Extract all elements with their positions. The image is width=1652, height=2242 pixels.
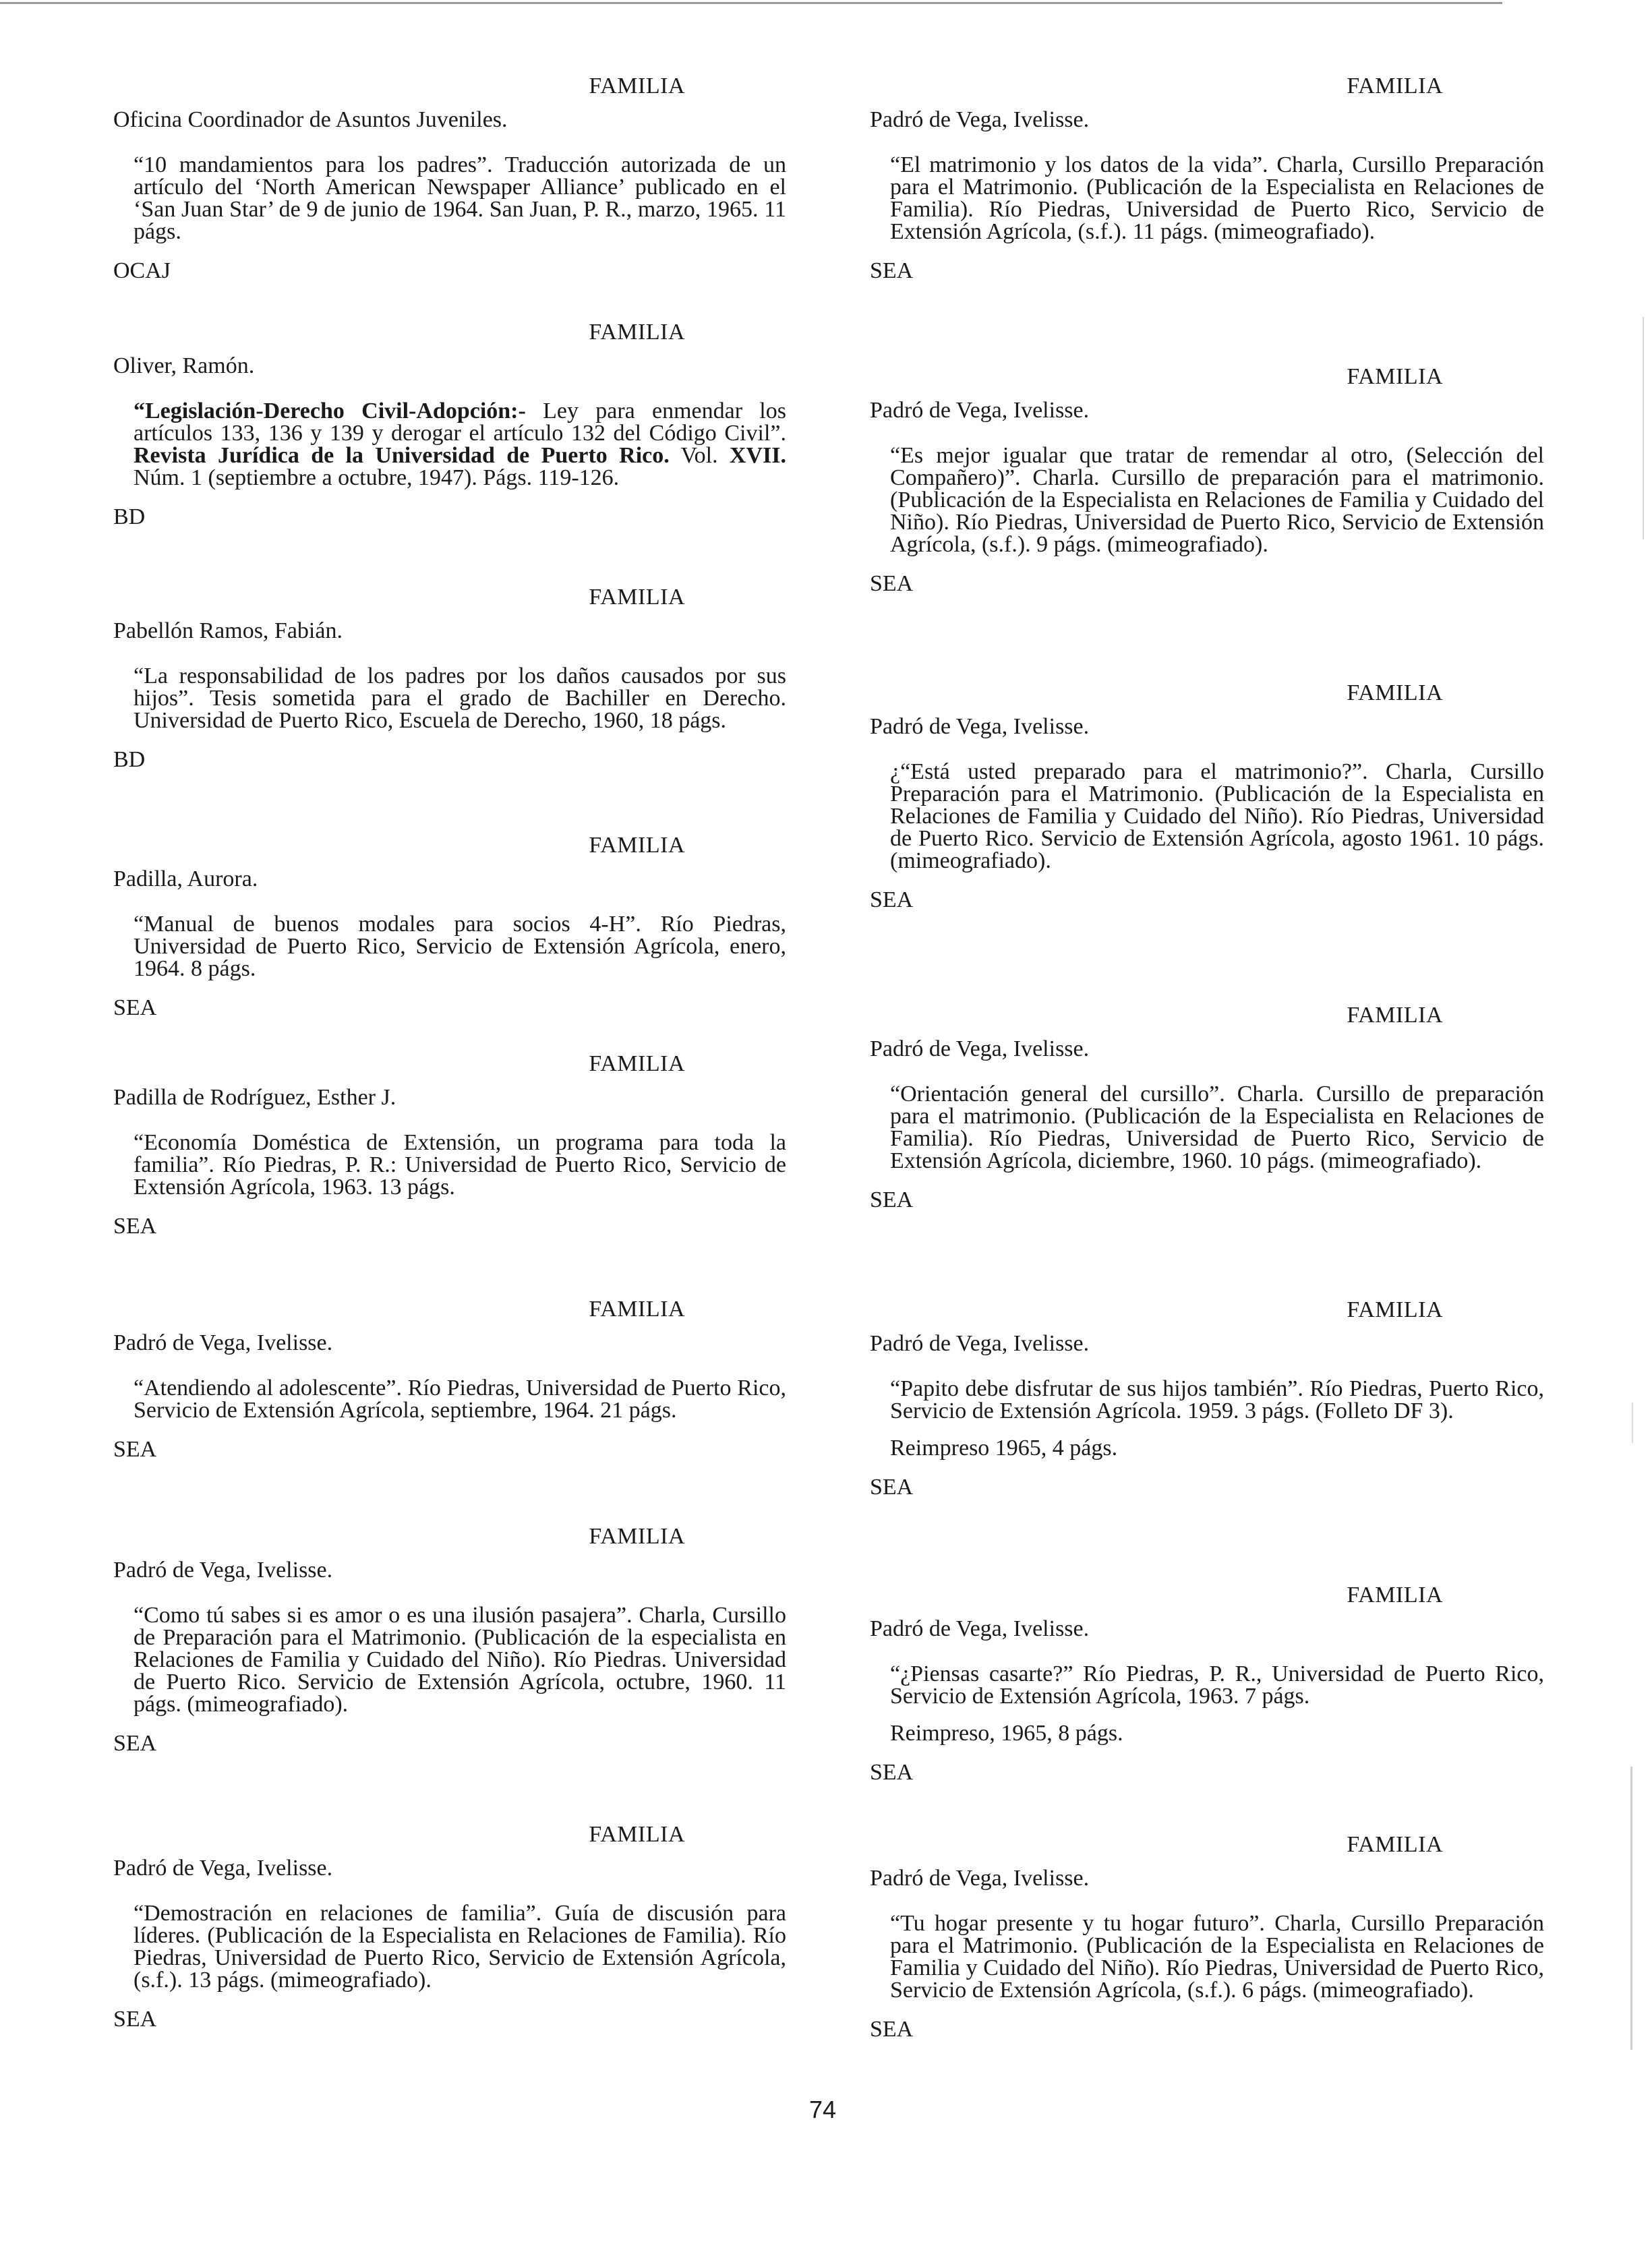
entry-source: SEA bbox=[870, 1760, 914, 1785]
entry-author: Padró de Vega, Ivelisse. bbox=[113, 1330, 333, 1355]
entry-author: Padilla de Rodríguez, Esther J. bbox=[113, 1085, 396, 1110]
entry-heading: FAMILIA bbox=[589, 1297, 685, 1322]
entry-citation: “10 mandamientos para los padres”. Traducción autorizada de un artículo del ‘North American Newspaper Alliance’ publicado en el ‘San Juan Star’ de 9 de junio de 1964. San Juan, P. R., marzo, 1965. 11 págs. bbox=[134, 152, 786, 244]
entry-author: Oficina Coordinador de Asuntos Juveniles. bbox=[113, 107, 508, 132]
entry bbox=[113, 1523, 786, 1757]
entry-heading: FAMILIA bbox=[1347, 1003, 1443, 1028]
citation-bold: XVII. bbox=[729, 443, 786, 468]
entry-citation: “Papito debe disfrutar de sus hijos también”. Río Piedras, Puerto Rico, Servicio de Extensión Agrícola. 1959. 3 págs. (Folleto DF 3). bbox=[890, 1376, 1544, 1423]
entry-author: Padró de Vega, Ivelisse. bbox=[870, 714, 1090, 739]
entry bbox=[113, 1821, 786, 2033]
entry-note: Reimpreso, 1965, 8 págs. bbox=[890, 1721, 1123, 1746]
entry bbox=[113, 1051, 786, 1240]
entry-citation: “¿Piensas casarte?” Río Piedras, P. R., Universidad de Puerto Rico, Servicio de Extensión Agrícola, 1963. 7 págs. bbox=[890, 1661, 1544, 1709]
entry-source: SEA bbox=[870, 258, 914, 283]
entry-author: Padró de Vega, Ivelisse. bbox=[870, 107, 1090, 132]
citation-bold: Revista Jurídica de la Universidad de Puerto Rico. bbox=[134, 443, 670, 468]
entry bbox=[870, 1831, 1544, 2043]
entry-note: Reimpreso 1965, 4 págs. bbox=[890, 1436, 1118, 1461]
entry-author: Padró de Vega, Ivelisse. bbox=[870, 1331, 1090, 1356]
top-rule bbox=[0, 2, 1502, 4]
entry-heading: FAMILIA bbox=[1347, 680, 1443, 705]
entry-heading: FAMILIA bbox=[589, 585, 685, 610]
entry-citation: “El matrimonio y los datos de la vida”. Charla, Cursillo Preparación para el Matrimonio. (Publicación de la Especialista en Relaciones de Familia). Río Piedras, Universidad de Puerto Rico, Servicio de Extensión Agrícola, (s.f.). 11 págs. (mimeografiado). bbox=[890, 152, 1544, 244]
entry-source: SEA bbox=[113, 1731, 157, 1756]
entry-source: SEA bbox=[870, 1187, 914, 1212]
page-number: 74 bbox=[809, 2096, 837, 2123]
entry-author: Padró de Vega, Ivelisse. bbox=[870, 1616, 1090, 1641]
entry bbox=[870, 73, 1544, 285]
entry-author: Padró de Vega, Ivelisse. bbox=[113, 1558, 333, 1583]
entry bbox=[113, 584, 786, 773]
entry bbox=[870, 1582, 1544, 1786]
entry-citation: “La responsabilidad de los padres por los daños causados por sus hijos”. Tesis sometida para el grado de Bachiller en Derecho. Universidad de Puerto Rico, Escuela de Derecho, 1960, 18 págs. bbox=[134, 663, 786, 733]
entry bbox=[113, 319, 786, 531]
entry-author: Padró de Vega, Ivelisse. bbox=[870, 1036, 1090, 1061]
citation-text: Núm. 1 (septiembre a octubre, 1947). Págs. 119-126. bbox=[134, 465, 620, 490]
entry-author: Padró de Vega, Ivelisse. bbox=[113, 1856, 333, 1881]
entry-citation: “Orientación general del cursillo”. Charla. Cursillo de preparación para el matrimonio. (Publicación de la Especialista en Relaciones de Familia). Río Piedras, Universidad de Puerto Rico, Servicio de Extensión Agrícola, diciembre, 1960. 10 págs. (mimeografiado). bbox=[890, 1082, 1544, 1173]
citation-text: Vol. bbox=[669, 443, 730, 468]
entry-heading: FAMILIA bbox=[589, 320, 685, 345]
entry-heading: FAMILIA bbox=[1347, 1832, 1443, 1857]
entry-heading: FAMILIA bbox=[589, 1822, 685, 1847]
entry-citation bbox=[113, 400, 786, 489]
entry-citation: “Atendiendo al adolescente”. Río Piedras, Universidad de Puerto Rico, Servicio de Extensión Agrícola, septiembre, 1964. 21 págs. bbox=[134, 1376, 786, 1423]
entry-heading: FAMILIA bbox=[1347, 1583, 1443, 1607]
entry-source: SEA bbox=[870, 1475, 914, 1500]
entry-heading: FAMILIA bbox=[589, 1524, 685, 1549]
entry-citation: “Manual de buenos modales para socios 4-H”. Río Piedras, Universidad de Puerto Rico, Servicio de Extensión Agrícola, enero, 1964. 8 págs. bbox=[134, 912, 786, 981]
entry-heading: FAMILIA bbox=[589, 833, 685, 858]
entry-source: SEA bbox=[113, 995, 157, 1020]
entry-heading: FAMILIA bbox=[1347, 364, 1443, 389]
entry-heading: FAMILIA bbox=[589, 1051, 685, 1076]
citation-bold: “Legislación-Derecho Civil-Adopción:- bbox=[134, 399, 526, 423]
entry-source: SEA bbox=[113, 2007, 157, 2032]
scan-artifact bbox=[1630, 1767, 1632, 2050]
entry-source: BD bbox=[113, 747, 146, 772]
entry-citation: “Tu hogar presente y tu hogar futuro”. Charla, Cursillo Preparación para el Matrimonio. (Publicación de la Especialista en Relaciones de Familia y Cuidado del Niño). Río Piedras, Universidad de Puerto Rico, Servicio de Extensión Agrícola, (s.f.). 6 págs. (mimeografiado). bbox=[890, 1911, 1544, 2003]
entry-author: Pabellón Ramos, Fabián. bbox=[113, 618, 343, 643]
entry bbox=[870, 1002, 1544, 1214]
entry-citation: “Economía Doméstica de Extensión, un programa para toda la familia”. Río Piedras, P. R.: Universidad de Puerto Rico, Servicio de Extensión Agrícola, 1963. 13 págs. bbox=[134, 1130, 786, 1200]
entry-citation: “Como tú sabes si es amor o es una ilusión pasajera”. Charla, Cursillo de Preparación para el Matrimonio. (Publicación de la especialista en Relaciones de Familia y Cuidado del Niño). Río Piedras. Universidad de Puerto Rico. Servicio de Extensión Agrícola, octubre, 1960. 11 págs. (mimeografiado). bbox=[134, 1603, 786, 1717]
entry-author: Oliver, Ramón. bbox=[113, 353, 255, 378]
scan-artifact bbox=[1643, 317, 1644, 539]
entry-source: OCAJ bbox=[113, 258, 171, 283]
entry-heading: FAMILIA bbox=[1347, 1297, 1443, 1322]
entry-source: SEA bbox=[870, 887, 914, 912]
entry-citation: “Es mejor igualar que tratar de remendar al otro, (Selección del Compañero)”. Charla. Cursillo de preparación para el matrimonio. (Publicación de la Especialista en Relaciones de Familia y Cuidado del Niño). Río Piedras, Universidad de Puerto Rico, Servicio de Extensión Agrícola, (s.f.). 9 págs. (mimeografiado). bbox=[890, 443, 1544, 557]
citation-text: Ley para enmendar los artículos 133, 136 y 139 y derogar el artículo 132 del Código Civil”. bbox=[134, 399, 786, 446]
entry bbox=[113, 832, 786, 1022]
entry-source: SEA bbox=[870, 571, 914, 596]
entry-author: Padilla, Aurora. bbox=[113, 866, 258, 891]
entry-author: Padró de Vega, Ivelisse. bbox=[870, 1866, 1090, 1891]
entry bbox=[870, 363, 1544, 597]
entry-citation: ¿“Está usted preparado para el matrimonio?”. Charla, Cursillo Preparación para el Matrimonio. (Publicación de la Especialista en Relaciones de Familia y Cuidado del Niño). Río Piedras, Universidad de Puerto Rico. Servicio de Extensión Agrícola, agosto 1961. 10 págs. (mimeografiado). bbox=[890, 759, 1544, 873]
entry bbox=[870, 680, 1544, 914]
entry bbox=[870, 1297, 1544, 1501]
entry-heading: FAMILIA bbox=[589, 73, 685, 98]
entry bbox=[113, 1296, 786, 1463]
scan-artifact bbox=[1632, 1403, 1633, 1443]
entry bbox=[113, 73, 786, 285]
entry-author: Padró de Vega, Ivelisse. bbox=[870, 398, 1090, 423]
entry-source: BD bbox=[113, 504, 146, 529]
entry-heading: FAMILIA bbox=[1347, 73, 1443, 98]
entry-source: SEA bbox=[113, 1437, 157, 1462]
entry-source: SEA bbox=[870, 2017, 914, 2042]
entry-source: SEA bbox=[113, 1214, 157, 1239]
entry-citation: “Demostración en relaciones de familia”. Guía de discusión para líderes. (Publicación de la Especialista en Relaciones de Familia). Río Piedras, Universidad de Puerto Rico, Servicio de Extensión Agrícola, (s.f.). 13 págs. (mimeografiado). bbox=[134, 1901, 786, 1993]
